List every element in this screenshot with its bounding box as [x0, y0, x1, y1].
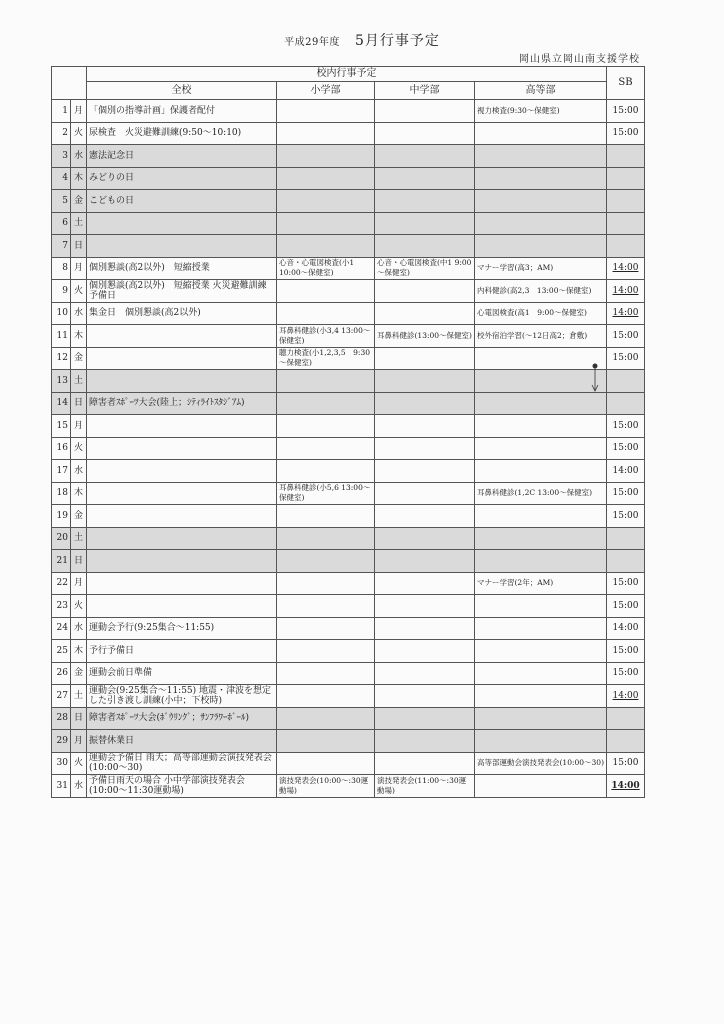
high-school-event: [475, 730, 607, 753]
table-row: [52, 347, 645, 370]
elementary-event: [277, 370, 375, 393]
all-school-event: 運動会前日準備: [87, 662, 277, 685]
high-school-event: [475, 415, 607, 438]
table-row: [52, 280, 645, 303]
high-school-event: 内科健診(高2,3 13:00～保健室): [475, 280, 607, 303]
high-school-event: 視力検査(9:30～保健室): [475, 100, 607, 123]
table-row: [52, 640, 645, 663]
sb-time: 15:00: [607, 572, 645, 595]
sb-time: 15:00: [607, 595, 645, 618]
high-school-event: [475, 527, 607, 550]
all-school-event: 運動会予備日 雨天；高等部運動会演技発表会(10:00～30): [87, 752, 277, 775]
elementary-event: [277, 640, 375, 663]
sb-time: [607, 730, 645, 753]
elementary-event: 耳鼻科健診(小5,6 13:00～保健室): [277, 482, 375, 505]
elementary-event: [277, 730, 375, 753]
table-row: [52, 212, 645, 235]
sb-time: [607, 235, 645, 258]
sb-time: [607, 707, 645, 730]
table-row: [52, 730, 645, 753]
table-row: [52, 685, 645, 708]
all-school-event: 個別懇談(高2以外) 短縮授業 火災避難訓練予備日: [87, 280, 277, 303]
table-row: [52, 505, 645, 528]
high-school-event: 心電図検査(高1 9:00～保健室): [475, 302, 607, 325]
elementary-event: [277, 190, 375, 213]
day-number: 25: [52, 640, 71, 663]
col-jhs-header: 中学部: [375, 82, 475, 100]
all-school-event: [87, 370, 277, 393]
month-title: 5月行事予定: [354, 33, 440, 49]
weekday: 日: [71, 392, 87, 415]
day-number: 24: [52, 617, 71, 640]
weekday: 火: [71, 752, 87, 775]
day-number: 14: [52, 392, 71, 415]
page-title: [0, 30, 724, 50]
all-school-event: 振替休業日: [87, 730, 277, 753]
elementary-event: [277, 662, 375, 685]
all-school-event: [87, 482, 277, 505]
weekday: 木: [71, 167, 87, 190]
high-school-event: マナー学習(2年；AM): [475, 572, 607, 595]
weekday: 木: [71, 640, 87, 663]
high-school-event: [475, 122, 607, 145]
col-all-header: 全校: [87, 82, 277, 100]
junior-high-event: [375, 527, 475, 550]
sb-time: 15:00: [607, 752, 645, 775]
elementary-event: [277, 212, 375, 235]
junior-high-event: [375, 167, 475, 190]
weekday: 火: [71, 280, 87, 303]
all-school-event: [87, 347, 277, 370]
table-row: [52, 617, 645, 640]
all-school-event: [87, 212, 277, 235]
all-school-event: 運動会(9:25集合～11:55) 地震・津波を想定した引き渡し訓練(小中；下校時): [87, 685, 277, 708]
sb-time: 15:00: [607, 415, 645, 438]
day-number: 18: [52, 482, 71, 505]
high-school-event: [475, 662, 607, 685]
table-row: [52, 190, 645, 213]
junior-high-event: [375, 572, 475, 595]
high-school-event: [475, 640, 607, 663]
weekday: 月: [71, 100, 87, 123]
day-number: 11: [52, 325, 71, 348]
day-number: 12: [52, 347, 71, 370]
day-number: 2: [52, 122, 71, 145]
weekday: 月: [71, 415, 87, 438]
all-school-event: 「個別の指導計画」保護者配付: [87, 100, 277, 123]
all-school-event: [87, 572, 277, 595]
weekday: 火: [71, 437, 87, 460]
weekday: 火: [71, 595, 87, 618]
elementary-event: [277, 617, 375, 640]
sb-time: 14:00: [607, 302, 645, 325]
junior-high-event: [375, 730, 475, 753]
high-school-event: [475, 370, 607, 393]
high-school-event: マナー学習(高3；AM): [475, 257, 607, 280]
weekday: 金: [71, 662, 87, 685]
weekday: 日: [71, 550, 87, 573]
elementary-event: [277, 167, 375, 190]
sb-time: 14:00: [607, 617, 645, 640]
sb-header: SB: [607, 67, 645, 100]
sb-time: 15:00: [607, 325, 645, 348]
junior-high-event: [375, 302, 475, 325]
elementary-event: [277, 437, 375, 460]
table-row: [52, 482, 645, 505]
day-number: 29: [52, 730, 71, 753]
all-school-event: みどりの日: [87, 167, 277, 190]
elementary-event: [277, 460, 375, 483]
all-school-event: [87, 550, 277, 573]
weekday: 木: [71, 325, 87, 348]
weekday: 水: [71, 460, 87, 483]
elementary-event: [277, 392, 375, 415]
sb-time: 14:00: [607, 257, 645, 280]
weekday: 月: [71, 730, 87, 753]
elementary-event: [277, 415, 375, 438]
high-school-event: [475, 145, 607, 168]
table-row: [52, 415, 645, 438]
all-school-event: 憲法記念日: [87, 145, 277, 168]
junior-high-event: [375, 415, 475, 438]
high-school-event: 耳鼻科健診(1,2C 13:00～保健室): [475, 482, 607, 505]
junior-high-event: [375, 347, 475, 370]
weekday: 水: [71, 775, 87, 798]
corner-cell: [52, 67, 87, 100]
elementary-event: [277, 685, 375, 708]
junior-high-event: [375, 595, 475, 618]
sb-time: [607, 145, 645, 168]
table-row: [52, 662, 645, 685]
elementary-event: [277, 572, 375, 595]
day-number: 15: [52, 415, 71, 438]
elementary-event: [277, 505, 375, 528]
day-number: 21: [52, 550, 71, 573]
sb-time: 15:00: [607, 122, 645, 145]
schedule-body: [52, 100, 645, 798]
junior-high-event: [375, 280, 475, 303]
day-number: 22: [52, 572, 71, 595]
col-elem-header: 小学部: [277, 82, 375, 100]
table-row: [52, 460, 645, 483]
day-number: 7: [52, 235, 71, 258]
high-school-event: [475, 235, 607, 258]
all-school-event: [87, 595, 277, 618]
all-school-event: 個別懇談(高2以外) 短縮授業: [87, 257, 277, 280]
junior-high-event: [375, 212, 475, 235]
sb-time: [607, 550, 645, 573]
table-row: [52, 302, 645, 325]
elementary-event: [277, 595, 375, 618]
junior-high-event: [375, 707, 475, 730]
sb-time: 14:00: [607, 460, 645, 483]
elementary-event: 心音・心電図検査(小1 10:00～保健室): [277, 257, 375, 280]
table-row: [52, 145, 645, 168]
weekday: 木: [71, 482, 87, 505]
weekday: 日: [71, 707, 87, 730]
junior-high-event: [375, 145, 475, 168]
day-number: 4: [52, 167, 71, 190]
weekday: 土: [71, 527, 87, 550]
all-school-event: [87, 460, 277, 483]
weekday: 金: [71, 190, 87, 213]
sb-time: [607, 527, 645, 550]
high-school-event: 高等部運動会演技発表会(10:00～30): [475, 752, 607, 775]
day-number: 1: [52, 100, 71, 123]
junior-high-event: [375, 122, 475, 145]
col-hs-header: 高等部: [475, 82, 607, 100]
table-row: [52, 775, 645, 798]
elementary-event: [277, 707, 375, 730]
high-school-event: [475, 505, 607, 528]
high-school-event: [475, 550, 607, 573]
elementary-event: [277, 302, 375, 325]
high-school-event: [475, 437, 607, 460]
weekday: 土: [71, 212, 87, 235]
table-row: [52, 257, 645, 280]
day-number: 10: [52, 302, 71, 325]
sb-time: [607, 370, 645, 393]
all-school-event: [87, 325, 277, 348]
elementary-event: [277, 752, 375, 775]
weekday: 水: [71, 617, 87, 640]
weekday: 月: [71, 572, 87, 595]
table-row: [52, 235, 645, 258]
junior-high-event: [375, 437, 475, 460]
all-school-event: 尿検査 火災避難訓練(9:50～10:10): [87, 122, 277, 145]
junior-high-event: [375, 752, 475, 775]
high-school-event: [475, 167, 607, 190]
table-row: [52, 325, 645, 348]
sb-time: 15:00: [607, 640, 645, 663]
day-number: 31: [52, 775, 71, 798]
sb-time: 15:00: [607, 505, 645, 528]
day-number: 8: [52, 257, 71, 280]
day-number: 27: [52, 685, 71, 708]
day-number: 28: [52, 707, 71, 730]
junior-high-event: [375, 100, 475, 123]
all-school-event: 集金日 個別懇談(高2以外): [87, 302, 277, 325]
sb-time: 14:00: [607, 685, 645, 708]
day-number: 5: [52, 190, 71, 213]
weekday: 土: [71, 370, 87, 393]
junior-high-event: [375, 662, 475, 685]
junior-high-event: [375, 685, 475, 708]
day-number: 23: [52, 595, 71, 618]
down-arrow-icon: [590, 363, 600, 393]
high-school-event: [475, 190, 607, 213]
sb-time: [607, 190, 645, 213]
day-number: 9: [52, 280, 71, 303]
elementary-event: 演技発表会(10:00～:30運動場): [277, 775, 375, 798]
elementary-event: [277, 527, 375, 550]
junior-high-event: [375, 460, 475, 483]
day-number: 16: [52, 437, 71, 460]
all-school-event: 障害者ｽﾎﾟｰﾂ大会(ﾎﾞｳﾘﾝｸﾞ；ｻﾝﾌﾗﾜｰﾎﾞｰﾙ): [87, 707, 277, 730]
elementary-event: 耳鼻科健診(小3,4 13:00～保健室): [277, 325, 375, 348]
table-row: [52, 122, 645, 145]
day-number: 13: [52, 370, 71, 393]
high-school-event: [475, 617, 607, 640]
high-school-event: [475, 347, 607, 370]
elementary-event: [277, 122, 375, 145]
all-school-event: 運動会予行(9:25集合～11:55): [87, 617, 277, 640]
sb-time: 15:00: [607, 347, 645, 370]
sb-time: [607, 167, 645, 190]
sb-time: [607, 212, 645, 235]
high-school-event: 校外宿泊学習(～12日高2；倉敷): [475, 325, 607, 348]
sb-time: 15:00: [607, 437, 645, 460]
weekday: 金: [71, 505, 87, 528]
all-school-event: [87, 415, 277, 438]
all-school-event: [87, 505, 277, 528]
junior-high-event: [375, 505, 475, 528]
day-number: 17: [52, 460, 71, 483]
sb-time: 15:00: [607, 482, 645, 505]
junior-high-event: 心音・心電図検査(中1 9:00～保健室): [375, 257, 475, 280]
sb-time: 14:00: [607, 280, 645, 303]
weekday: 月: [71, 257, 87, 280]
weekday: 金: [71, 347, 87, 370]
day-number: 6: [52, 212, 71, 235]
all-school-event: 予行予備日: [87, 640, 277, 663]
all-school-event: [87, 235, 277, 258]
table-row: [52, 707, 645, 730]
day-number: 26: [52, 662, 71, 685]
day-number: 19: [52, 505, 71, 528]
junior-high-event: 演技発表会(11:00～:30運動場): [375, 775, 475, 798]
junior-high-event: [375, 640, 475, 663]
sb-time: 15:00: [607, 100, 645, 123]
weekday: 水: [71, 145, 87, 168]
day-number: 20: [52, 527, 71, 550]
weekday: 日: [71, 235, 87, 258]
all-school-event: [87, 437, 277, 460]
sb-time: 15:00: [607, 662, 645, 685]
table-row: [52, 752, 645, 775]
table-row: [52, 550, 645, 573]
elementary-event: [277, 100, 375, 123]
junior-high-event: [375, 235, 475, 258]
all-school-event: こどもの日: [87, 190, 277, 213]
group-header: 校内行事予定: [87, 67, 607, 82]
high-school-event: [475, 392, 607, 415]
high-school-event: [475, 707, 607, 730]
junior-high-event: [375, 370, 475, 393]
high-school-event: [475, 460, 607, 483]
weekday: 火: [71, 122, 87, 145]
weekday: 土: [71, 685, 87, 708]
table-row: [52, 392, 645, 415]
high-school-event: [475, 685, 607, 708]
fiscal-year: 平成29年度: [284, 37, 340, 48]
day-number: 3: [52, 145, 71, 168]
table-row: [52, 370, 645, 393]
elementary-event: [277, 235, 375, 258]
elementary-event: [277, 280, 375, 303]
elementary-event: 聴力検査(小1,2,3,5 9:30～保健室): [277, 347, 375, 370]
elementary-event: [277, 550, 375, 573]
sb-time: [607, 392, 645, 415]
junior-high-event: [375, 190, 475, 213]
junior-high-event: [375, 482, 475, 505]
junior-high-event: [375, 392, 475, 415]
all-school-event: [87, 527, 277, 550]
day-number: 30: [52, 752, 71, 775]
school-name: 岡山県立岡山南支援学校: [519, 54, 640, 65]
elementary-event: [277, 145, 375, 168]
high-school-event: [475, 212, 607, 235]
sb-time: 14:00: [607, 775, 645, 798]
weekday: 水: [71, 302, 87, 325]
all-school-event: 予備日雨天の場合 小中学部演技発表会(10:00～11:30運動場): [87, 775, 277, 798]
table-row: [52, 572, 645, 595]
table-row: [52, 167, 645, 190]
junior-high-event: [375, 550, 475, 573]
all-school-event: 障害者ｽﾎﾟｰﾂ大会(陸上；ｼﾃｨﾗｲﾄｽﾀｼﾞｱﾑ): [87, 392, 277, 415]
table-row: [52, 437, 645, 460]
high-school-event: [475, 595, 607, 618]
table-row: [52, 100, 645, 123]
schedule-table: [51, 66, 645, 798]
junior-high-event: [375, 617, 475, 640]
table-row: [52, 527, 645, 550]
junior-high-event: 耳鼻科健診(13:00～保健室): [375, 325, 475, 348]
high-school-event: [475, 775, 607, 798]
table-row: [52, 595, 645, 618]
